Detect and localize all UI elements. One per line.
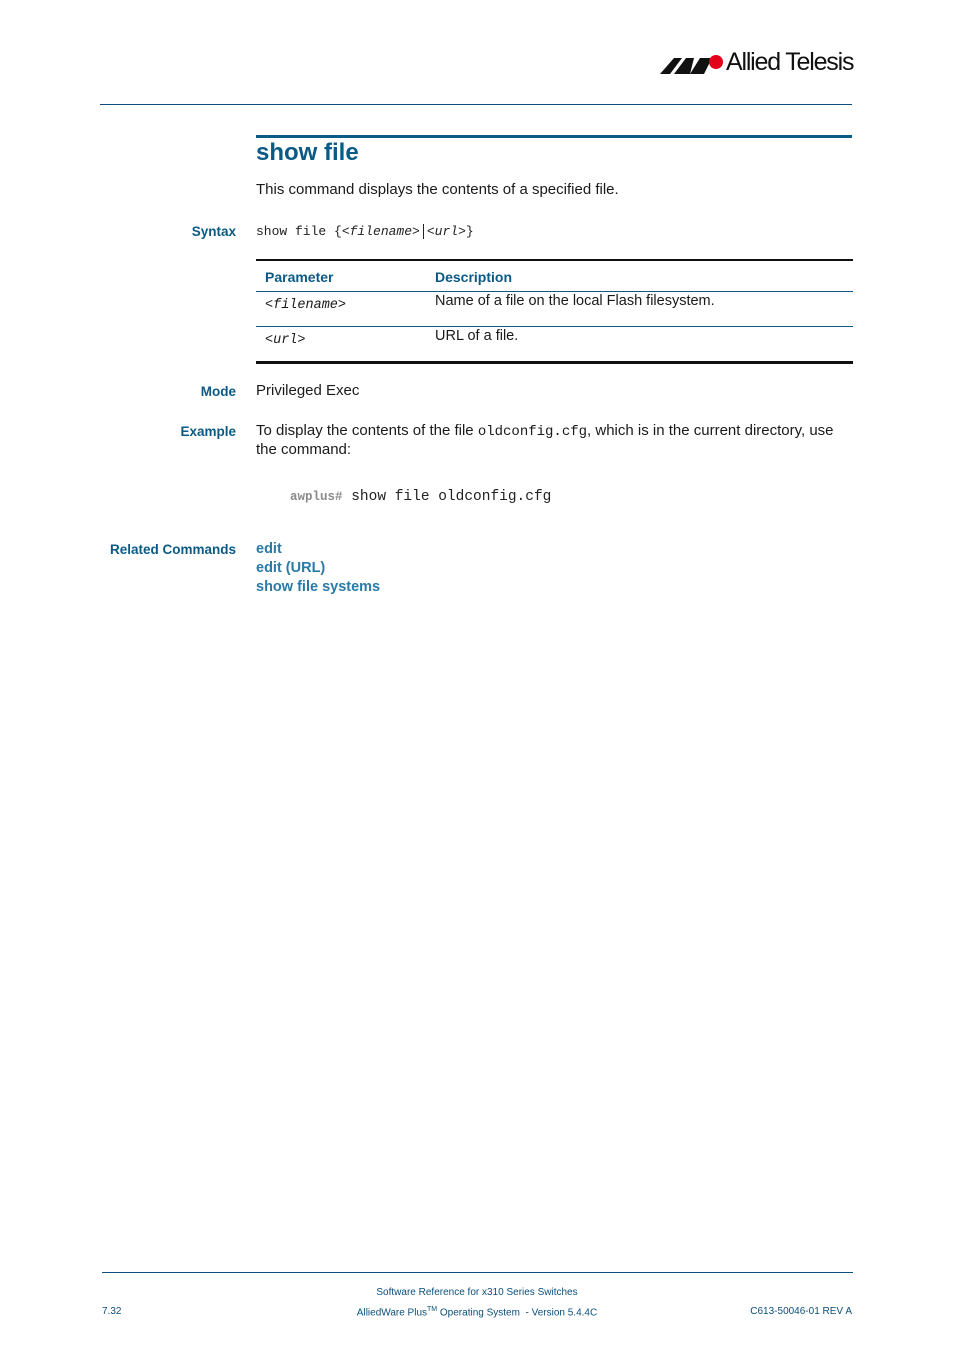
syntax-prefix: show file {<	[256, 224, 350, 239]
footer-doc-id: C613-50046-01 REV A	[750, 1306, 852, 1317]
related-commands-label: Related Commands	[109, 542, 236, 557]
syntax-arg-filename: filename	[349, 224, 413, 239]
cli-command: show file oldconfig.cfg	[342, 489, 552, 505]
parameter-description: Name of a file on the local Flash filesystem.	[426, 292, 853, 327]
logo-mark-icon	[660, 52, 724, 74]
header-divider	[100, 104, 852, 105]
related-commands-list	[256, 540, 380, 597]
table-row	[256, 292, 853, 327]
example-label: Example	[180, 424, 236, 439]
parameter-name: <url>	[256, 327, 426, 363]
related-link-edit-url[interactable]: edit (URL)	[256, 560, 326, 576]
example-text-after: , which is in the current directory, use	[587, 422, 834, 439]
example-text-before: To display the contents of the file	[256, 422, 478, 439]
syntax-suffix: >}	[458, 224, 474, 239]
related-link-edit[interactable]: edit	[256, 541, 282, 557]
example-command	[290, 487, 551, 505]
syntax-label: Syntax	[191, 224, 236, 239]
page-title: show file	[256, 139, 359, 166]
syntax-arg2-open: <	[426, 224, 435, 239]
parameter-column-header: Parameter	[256, 260, 426, 292]
example-text	[256, 422, 834, 440]
footer-trademark: TM	[427, 1306, 438, 1313]
parameter-name: <filename>	[256, 292, 426, 327]
title-divider	[256, 135, 852, 138]
table-header-row	[256, 260, 853, 292]
description-column-header: Description	[426, 260, 853, 292]
table-row	[256, 327, 853, 363]
parameter-description: URL of a file.	[426, 327, 853, 363]
brand-logo	[660, 48, 856, 80]
footer-product-name: AlliedWare Plus	[356, 1307, 428, 1319]
syntax-arg-url: url	[434, 224, 459, 239]
footer-doc-title: Software Reference for x310 Series Switches	[376, 1287, 578, 1298]
example-filename: oldconfig.cfg	[477, 424, 588, 440]
footer-product-version: Operating System - Version 5.4.4C	[437, 1307, 598, 1319]
parameter-table	[256, 259, 853, 364]
syntax-mid: >	[412, 224, 420, 239]
syntax-separator	[423, 224, 424, 239]
command-description: This command displays the contents of a specified file.	[256, 181, 619, 198]
example-text-line2: the command:	[256, 441, 352, 458]
mode-label: Mode	[200, 384, 236, 399]
mode-value: Privileged Exec	[256, 382, 360, 399]
syntax-line	[256, 224, 474, 239]
footer-divider	[102, 1272, 853, 1273]
related-link-show-file-systems[interactable]: show file systems	[256, 579, 381, 595]
logo-text: Allied Telesis	[726, 48, 854, 76]
page-number: 7.32	[102, 1306, 122, 1317]
cli-prompt: awplus#	[290, 490, 343, 504]
